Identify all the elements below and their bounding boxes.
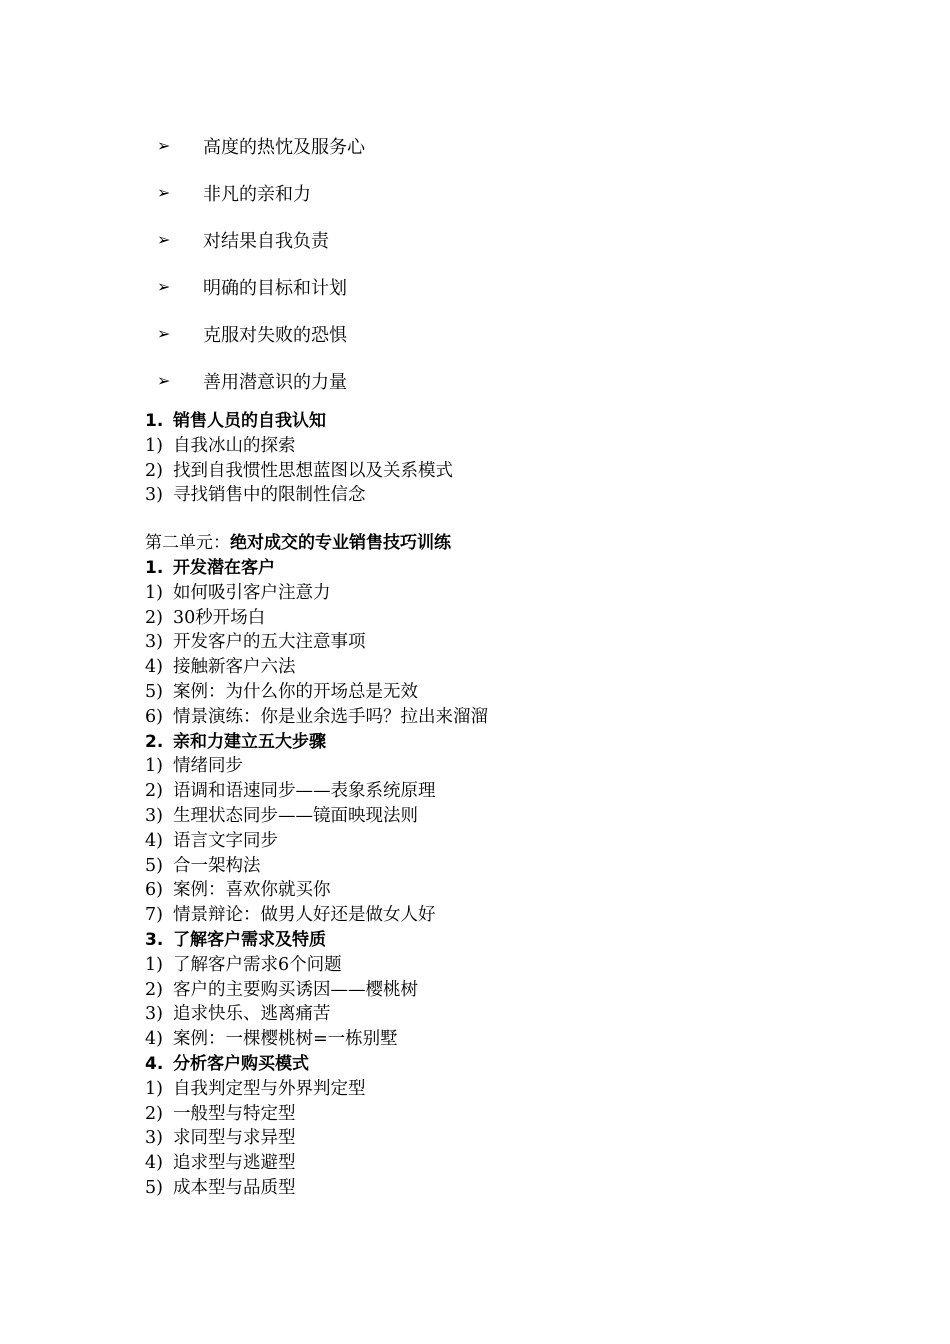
list-item: 3) 求同型与求异型: [145, 1128, 296, 1149]
bullet-item: [157, 122, 365, 169]
section-heading: 1. 开发潜在客户: [145, 557, 275, 578]
bullet-text: 善用潜意识的力量: [203, 371, 347, 393]
bullet-text: 高度的热忱及服务心: [203, 136, 365, 158]
section-heading: 1. 销售人员的自我认知: [145, 411, 326, 431]
list-item: 2) 一般型与特定型: [145, 1103, 296, 1124]
list-item: 3) 寻找销售中的限制性信念: [145, 485, 366, 506]
bullet-item: [157, 263, 365, 310]
list-item: 6) 情景演练：你是业余选手吗？拉出来溜溜: [145, 706, 488, 727]
list-item: 5) 案例：为什么你的开场总是无效: [145, 681, 418, 702]
list-item: 6) 案例：喜欢你就买你: [145, 880, 331, 901]
arrow-bullet-icon: ➢: [157, 371, 171, 390]
list-item: 2) 找到自我惯性思想蓝图以及关系模式: [145, 460, 453, 481]
list-item: 1) 自我判定型与外界判定型: [145, 1078, 366, 1099]
bullet-text: 对结果自我负责: [203, 230, 329, 252]
list-item: 7) 情景辩论：做男人好还是做女人好: [145, 905, 436, 926]
list-item: 2) 30秒开场白: [145, 607, 266, 628]
arrow-bullet-icon: ➢: [157, 183, 171, 202]
list-item: 5) 成本型与品质型: [145, 1177, 296, 1198]
list-item: 4) 接触新客户六法: [145, 657, 296, 678]
list-item: 1) 情绪同步: [145, 756, 243, 777]
section-heading: 3. 了解客户需求及特质: [145, 929, 326, 950]
bullet-item: [157, 310, 365, 357]
bullet-item: [157, 169, 365, 216]
list-item: 1) 如何吸引客户注意力: [145, 582, 331, 603]
bullet-list: [157, 122, 365, 404]
arrow-bullet-icon: ➢: [157, 277, 171, 296]
list-item: 5) 合一架构法: [145, 855, 261, 876]
list-item: 4) 追求型与逃避型: [145, 1153, 296, 1174]
list-item: 3) 生理状态同步——镜面映现法则: [145, 805, 418, 826]
arrow-bullet-icon: ➢: [157, 324, 171, 343]
spacer: [145, 508, 845, 531]
list-item: 4) 案例：一棵樱桃树=一栋别墅: [145, 1029, 398, 1050]
list-item: 2) 语调和语速同步——表象系统原理: [145, 781, 436, 802]
list-item: 2) 客户的主要购买诱因——樱桃树: [145, 979, 418, 1000]
unit-title: 第二单元：绝对成交的专业销售技巧训练: [145, 533, 451, 554]
list-item: 3) 追求快乐、逃离痛苦: [145, 1004, 331, 1025]
arrow-bullet-icon: ➢: [157, 230, 171, 249]
section-heading: 4. 分析客户购买模式: [145, 1053, 309, 1074]
list-item: 4) 语言文字同步: [145, 830, 278, 851]
bullet-item: [157, 216, 365, 263]
list-item: 1) 自我冰山的探索: [145, 435, 296, 456]
bullet-text: 非凡的亲和力: [203, 183, 311, 205]
section-heading: 2. 亲和力建立五大步骤: [145, 731, 326, 752]
bullet-text: 克服对失败的恐惧: [203, 324, 347, 346]
arrow-bullet-icon: ➢: [157, 136, 171, 155]
list-item: 1) 了解客户需求6个问题: [145, 954, 342, 975]
outline-content: [145, 409, 845, 1201]
bullet-text: 明确的目标和计划: [203, 277, 347, 299]
bullet-item: [157, 357, 365, 404]
list-item: 3) 开发客户的五大注意事项: [145, 632, 366, 653]
